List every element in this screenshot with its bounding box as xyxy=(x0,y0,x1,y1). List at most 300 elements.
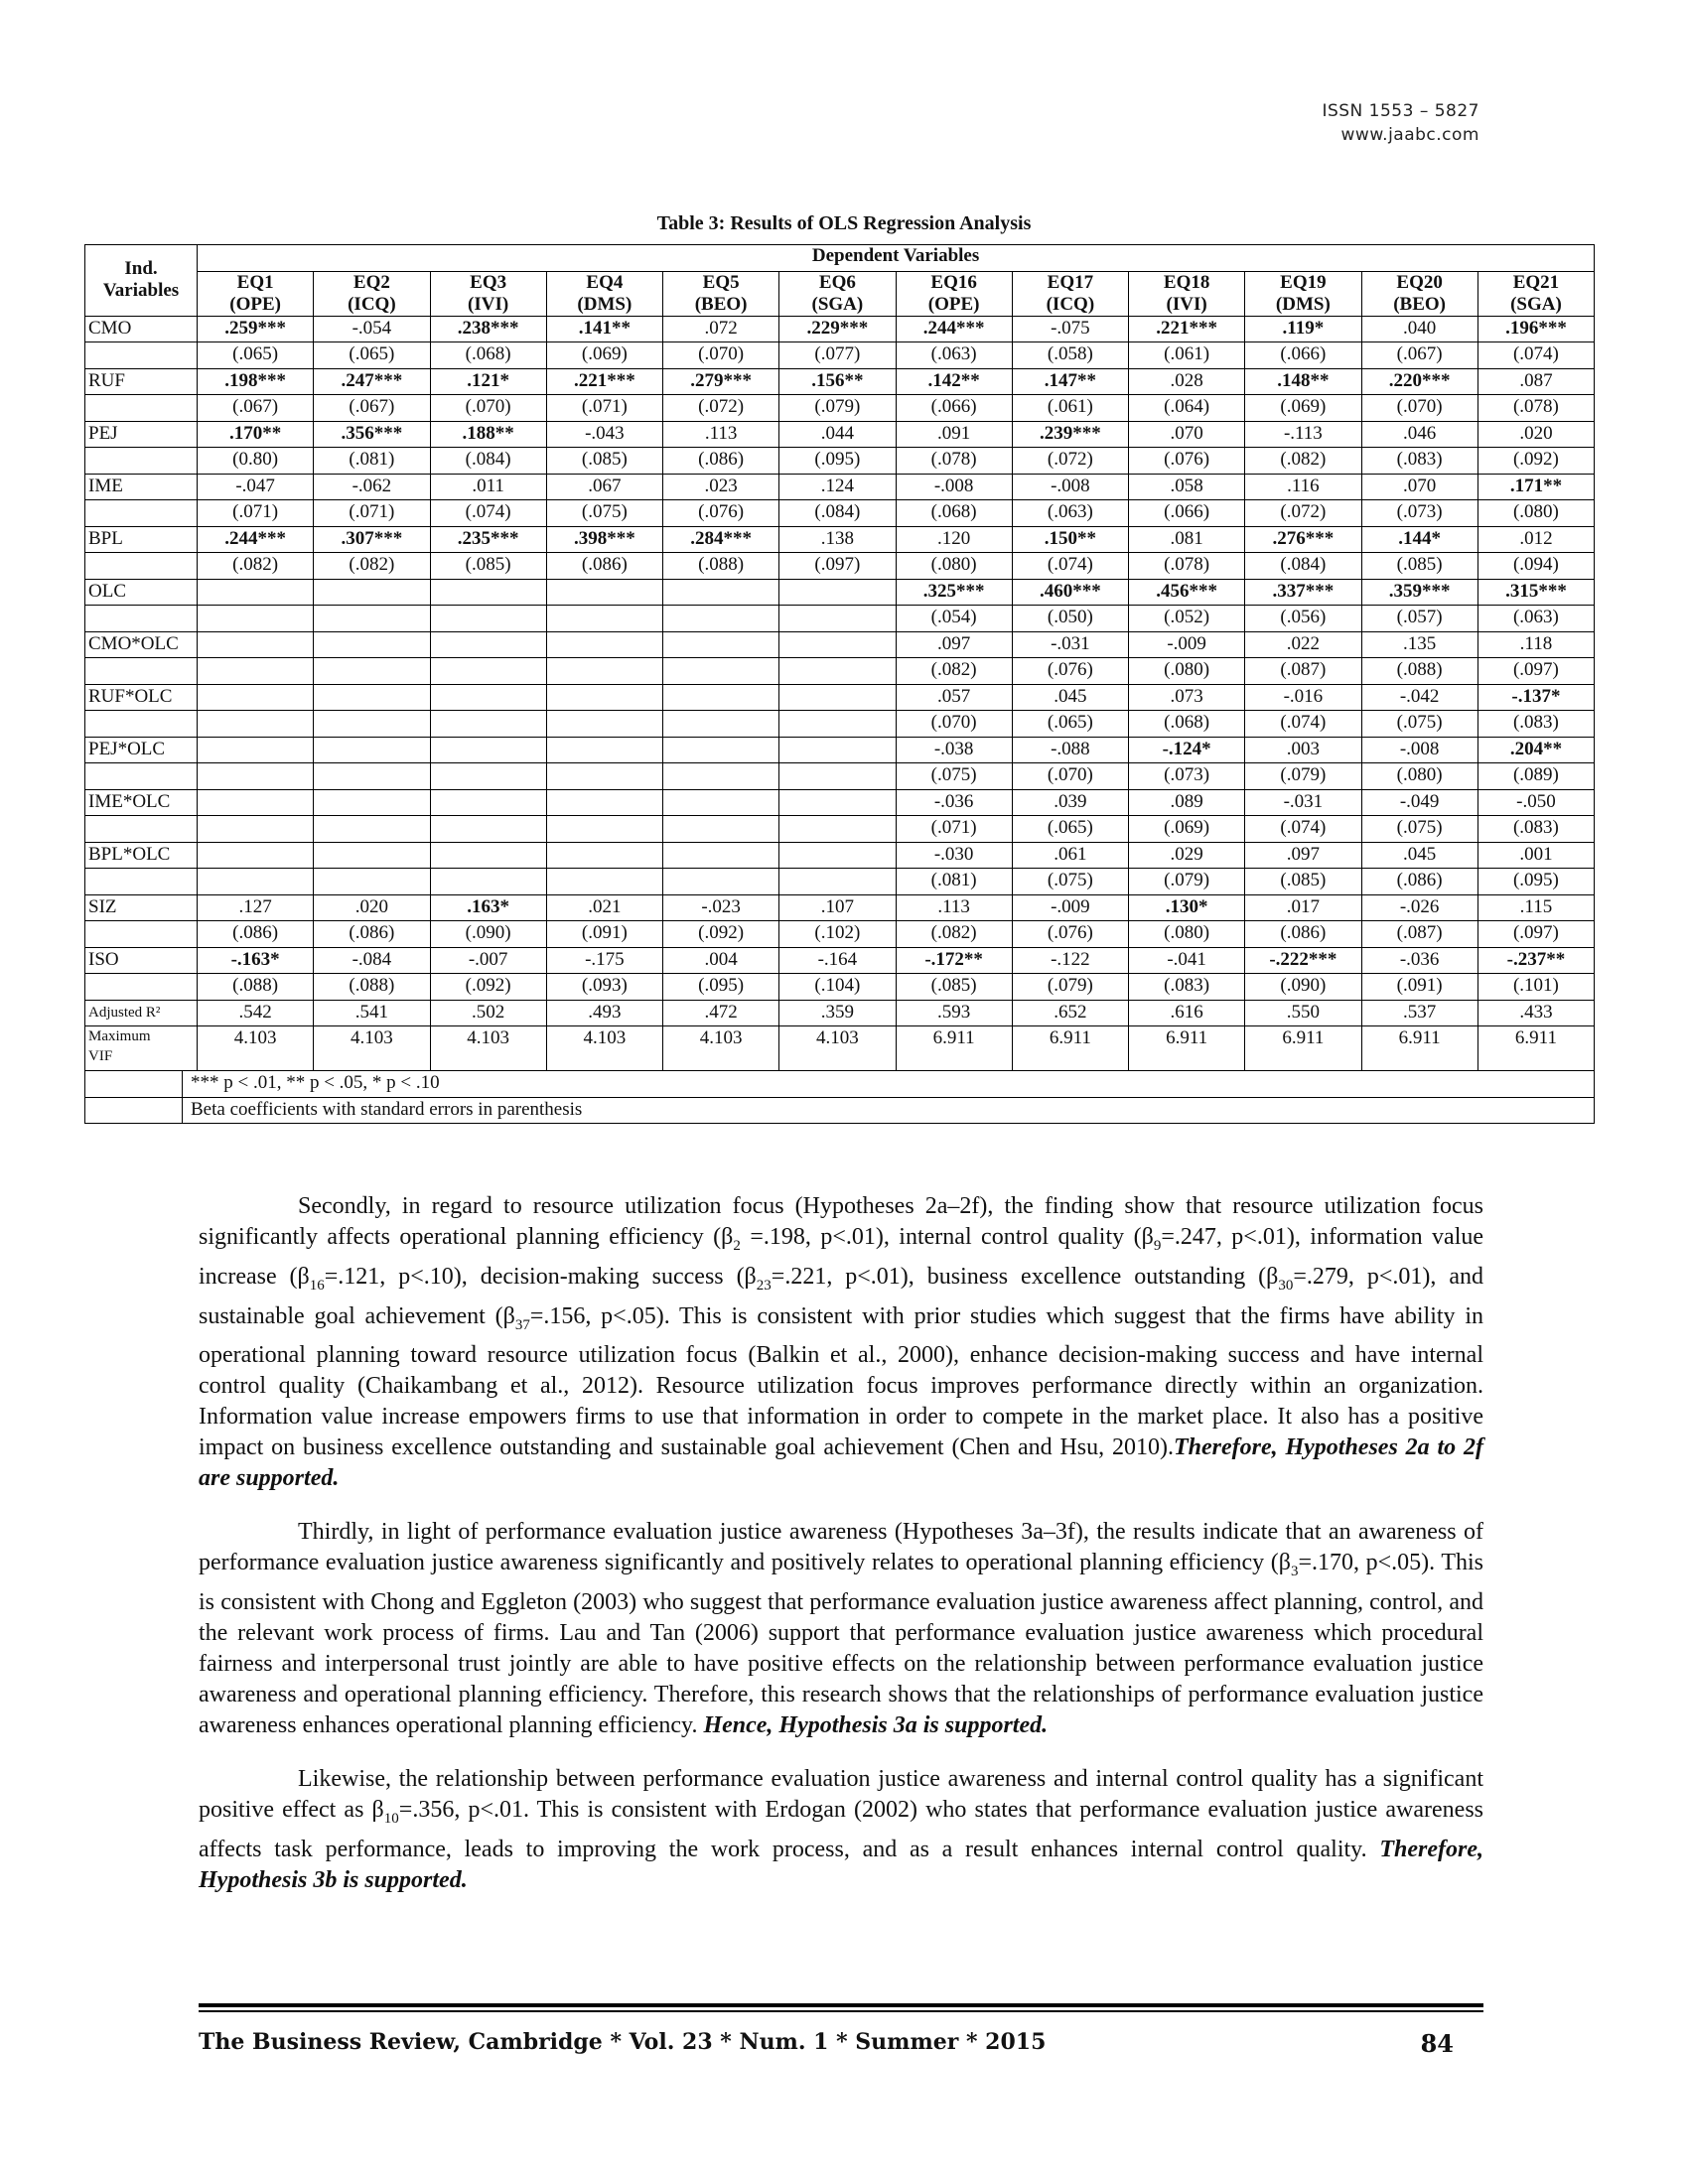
coefficient-cell: .141** xyxy=(546,316,662,342)
adjusted-r2-cell: .433 xyxy=(1477,1000,1594,1026)
standard-error-cell: (.086) xyxy=(198,921,314,948)
standard-error-cell: (.080) xyxy=(1361,763,1477,790)
standard-error-cell: (.064) xyxy=(1129,395,1245,422)
table-row-se xyxy=(85,606,1595,632)
adjusted-r2-cell: .359 xyxy=(779,1000,896,1026)
column-header xyxy=(663,271,779,316)
adjusted-r2-cell: .502 xyxy=(430,1000,546,1026)
equation-label: EQ20 xyxy=(1396,271,1443,293)
coefficient-cell: .198*** xyxy=(198,368,314,395)
standard-error-cell: (.073) xyxy=(1361,500,1477,527)
coefficient-cell: -.122 xyxy=(1012,947,1128,974)
dependent-variable-label: (BEO) xyxy=(694,293,748,315)
coefficient-cell: .113 xyxy=(896,894,1012,921)
coefficient-cell: -.050 xyxy=(1477,789,1594,816)
row-label-empty xyxy=(85,658,198,685)
coefficient-cell: -.030 xyxy=(896,842,1012,869)
max-vif-cell: 6.911 xyxy=(896,1026,1012,1071)
standard-error-cell xyxy=(314,816,430,843)
equation-label: EQ2 xyxy=(352,271,390,293)
equation-label: EQ6 xyxy=(818,271,856,293)
equation-label: EQ1 xyxy=(236,271,274,293)
max-vif-label-1: Maximum xyxy=(88,1028,151,1044)
standard-error-cell xyxy=(314,711,430,738)
page-number: 84 xyxy=(1420,2029,1454,2058)
coefficient-cell: .325*** xyxy=(896,579,1012,606)
equation-label: EQ19 xyxy=(1280,271,1327,293)
coefficient-cell: -.172** xyxy=(896,947,1012,974)
row-label-empty xyxy=(85,342,198,369)
row-label-empty xyxy=(85,448,198,475)
table-title: Table 3: Results of OLS Regression Analysis xyxy=(656,212,1032,234)
coefficient-cell: -.023 xyxy=(663,894,779,921)
standard-error-cell xyxy=(779,711,896,738)
table-row-se xyxy=(85,342,1595,369)
adjusted-r2-cell: .542 xyxy=(198,1000,314,1026)
coefficient-cell: .284*** xyxy=(663,526,779,553)
coefficient-cell: -.088 xyxy=(1012,737,1128,763)
coefficient-cell: -.043 xyxy=(546,421,662,448)
standard-error-cell: (.065) xyxy=(198,342,314,369)
coefficient-cell: .113 xyxy=(663,421,779,448)
standard-error-cell: (.088) xyxy=(314,974,430,1001)
table-row xyxy=(85,789,1595,816)
coefficient-cell: .012 xyxy=(1477,526,1594,553)
equation-label: EQ18 xyxy=(1163,271,1210,293)
row-label: CMO*OLC xyxy=(85,631,198,658)
standard-error-cell: (.066) xyxy=(1245,342,1361,369)
standard-error-cell xyxy=(663,869,779,895)
standard-error-cell: (.097) xyxy=(1477,921,1594,948)
standard-error-cell: (.080) xyxy=(1477,500,1594,527)
adjusted-r2-cell: .541 xyxy=(314,1000,430,1026)
standard-error-cell: (.075) xyxy=(1361,816,1477,843)
coefficient-cell: -.031 xyxy=(1245,789,1361,816)
coefficient-cell: .107 xyxy=(779,894,896,921)
max-vif-cell: 4.103 xyxy=(198,1026,314,1071)
coefficient-cell xyxy=(198,737,314,763)
coefficient-cell: .097 xyxy=(896,631,1012,658)
standard-error-cell: (.082) xyxy=(896,921,1012,948)
row-label-empty xyxy=(85,500,198,527)
standard-error-cell: (.066) xyxy=(1129,500,1245,527)
coefficient-cell xyxy=(663,842,779,869)
coefficient-cell: -.026 xyxy=(1361,894,1477,921)
coefficient-cell: -.008 xyxy=(1361,737,1477,763)
coefficient-cell: .398*** xyxy=(546,526,662,553)
standard-error-cell: (.074) xyxy=(430,500,546,527)
row-label: BPL*OLC xyxy=(85,842,198,869)
standard-error-cell xyxy=(663,606,779,632)
dependent-variable-label: (SGA) xyxy=(811,293,864,315)
standard-error-cell: (.069) xyxy=(1245,395,1361,422)
coefficient-cell: .315*** xyxy=(1477,579,1594,606)
standard-error-cell: (.078) xyxy=(896,448,1012,475)
standard-error-cell: (.085) xyxy=(896,974,1012,1001)
table-row-se xyxy=(85,763,1595,790)
standard-error-cell xyxy=(546,763,662,790)
coefficient-cell: .039 xyxy=(1012,789,1128,816)
standard-error-cell: (.091) xyxy=(546,921,662,948)
page-footer xyxy=(199,2029,1483,2058)
table-row xyxy=(85,684,1595,711)
dependent-variable-label: (OPE) xyxy=(927,293,980,315)
standard-error-cell: (.083) xyxy=(1477,816,1594,843)
standard-error-cell xyxy=(546,869,662,895)
standard-error-cell: (.065) xyxy=(1012,711,1128,738)
page-header xyxy=(1322,99,1479,147)
standard-error-cell: (.074) xyxy=(1245,711,1361,738)
standard-error-cell xyxy=(198,658,314,685)
row-label: BPL xyxy=(85,526,198,553)
coefficient-cell: -.041 xyxy=(1129,947,1245,974)
coefficient-cell: .456*** xyxy=(1129,579,1245,606)
table-row xyxy=(85,526,1595,553)
standard-error-cell: (.083) xyxy=(1477,711,1594,738)
standard-error-cell: (.065) xyxy=(1012,816,1128,843)
standard-error-cell: (.085) xyxy=(430,553,546,580)
standard-error-cell: (.083) xyxy=(1129,974,1245,1001)
standard-error-cell xyxy=(663,816,779,843)
coefficient-cell: .171** xyxy=(1477,474,1594,500)
standard-error-cell: (.088) xyxy=(1361,658,1477,685)
standard-error-cell: (.069) xyxy=(546,342,662,369)
adjusted-r2-cell: .537 xyxy=(1361,1000,1477,1026)
standard-error-cell: (.084) xyxy=(779,500,896,527)
standard-error-cell xyxy=(663,763,779,790)
standard-error-cell xyxy=(430,816,546,843)
coefficient-cell: .235*** xyxy=(430,526,546,553)
coefficient-cell: .239*** xyxy=(1012,421,1128,448)
coefficient-cell: .115 xyxy=(1477,894,1594,921)
coefficient-cell: -.036 xyxy=(896,789,1012,816)
standard-error-cell: (.082) xyxy=(896,658,1012,685)
standard-error-cell: (.097) xyxy=(779,553,896,580)
standard-error-cell xyxy=(430,606,546,632)
coefficient-cell: .147** xyxy=(1012,368,1128,395)
coefficient-cell: -.124* xyxy=(1129,737,1245,763)
dependent-variable-label: (IVI) xyxy=(1166,293,1207,315)
row-label: RUF*OLC xyxy=(85,684,198,711)
coefficient-cell xyxy=(314,684,430,711)
coefficient-cell xyxy=(779,579,896,606)
coefficient-cell xyxy=(314,789,430,816)
standard-error-cell: (.079) xyxy=(779,395,896,422)
table-row xyxy=(85,737,1595,763)
standard-error-cell: (.054) xyxy=(896,606,1012,632)
coefficient-cell xyxy=(198,789,314,816)
coefficient-cell: .017 xyxy=(1245,894,1361,921)
standard-error-cell: (.093) xyxy=(546,974,662,1001)
dependent-variable-label: (DMS) xyxy=(577,293,633,315)
dependent-variable-label: (SGA) xyxy=(1510,293,1562,315)
standard-error-cell: (.075) xyxy=(1361,711,1477,738)
standard-error-cell xyxy=(546,658,662,685)
max-vif-cell: 6.911 xyxy=(1361,1026,1477,1071)
coefficient-cell: .150** xyxy=(1012,526,1128,553)
paragraph-1: Secondly, in regard to resource utilization focus (Hypotheses 2a–2f), the finding show that resource utilization focus significantly affects operational planning efficiency ($\beta_2 =.198$, p<.01), internal control quality ($\beta_9=.247$, p<.01), information value increase ($\beta_{16}=.121$, p<.10), decision-making success ($\beta_{23}=.221$, p<.01), business excellence outstanding ($\beta_{30}=.279$, p<.01), and sustainable goal achievement ($\beta_{37}=.156$, p<.05). This is consistent with prior studies which suggest that the firms have ability in operational planning toward resource utilization focus (Balkin et al., 2000), enhance decision-making success and have internal control quality (Chaikambang et al., 2012). Resource utilization focus improves performance directly within an organization. Information value increase empowers firms to use that information in order to compete in the market place. It also has a positive impact on business excellence outstanding and sustainable goal achievement (Chen and Hsu, 2010).Therefore, Hypotheses 2a to 2f are supported. xyxy=(199,1193,1484,1492)
max-vif-cell: 6.911 xyxy=(1012,1026,1128,1071)
ind-variables-header xyxy=(85,245,198,317)
standard-error-cell xyxy=(779,816,896,843)
footer-rule-thin xyxy=(199,2010,1483,2012)
coefficient-cell: .061 xyxy=(1012,842,1128,869)
coefficient-cell: -.084 xyxy=(314,947,430,974)
journal-citation: The Business Review, Cambridge * Vol. 23 * Num. 1 * Summer * 2015 xyxy=(199,2029,1047,2055)
conclusion-2a-2f: Therefore, Hypotheses 2a to 2f are supported. xyxy=(199,1434,1483,1492)
coefficient-cell: .188** xyxy=(430,421,546,448)
standard-error-cell: (.084) xyxy=(1245,553,1361,580)
standard-error-cell: (.081) xyxy=(896,869,1012,895)
column-header xyxy=(896,271,1012,316)
table-row xyxy=(85,842,1595,869)
standard-error-cell: (.088) xyxy=(663,553,779,580)
standard-error-cell: (.083) xyxy=(1361,448,1477,475)
coefficient-cell xyxy=(546,842,662,869)
coefficient-cell xyxy=(198,631,314,658)
standard-error-cell xyxy=(198,606,314,632)
dependent-variables-header: Dependent Variables xyxy=(198,245,1595,272)
equation-label: EQ17 xyxy=(1047,271,1094,293)
coefficient-cell xyxy=(663,684,779,711)
table-row xyxy=(85,474,1595,500)
coefficient-cell xyxy=(430,684,546,711)
row-label-empty xyxy=(85,869,198,895)
adjusted-r2-cell: .652 xyxy=(1012,1000,1128,1026)
coefficient-cell xyxy=(314,737,430,763)
adjusted-r2-cell: .550 xyxy=(1245,1000,1361,1026)
standard-error-cell: (.063) xyxy=(896,342,1012,369)
coefficient-cell xyxy=(198,842,314,869)
standard-error-cell: (.079) xyxy=(1129,869,1245,895)
row-label: IME xyxy=(85,474,198,500)
standard-error-cell: (.086) xyxy=(546,553,662,580)
standard-error-cell: (.086) xyxy=(314,921,430,948)
coefficient-cell: -.113 xyxy=(1245,421,1361,448)
paragraph-2: Thirdly, in light of performance evaluation justice awareness (Hypotheses 3a–3f), the results indicate that an awareness of performance evaluation justice awareness significantly and positively relates to operational planning efficiency ($\beta_3=.170$, p<.05). This is consistent with Chong and Eggleton (2003) who suggest that performance evaluation justice awareness affect planning, control, and the relevant work process of firms. Lau and Tan (2006) support that performance evaluation justice awareness which procedural fairness and interpersonal trust jointly are able to have positive effects on the relationship between performance evaluation justice awareness and operational planning efficiency. Therefore, this research shows that the relationships of performance evaluation justice awareness enhances operational planning efficiency. Hence, Hypothesis 3a is supported. xyxy=(199,1519,1484,1739)
standard-error-cell xyxy=(663,658,779,685)
row-label: PEJ xyxy=(85,421,198,448)
standard-error-cell: (.070) xyxy=(430,395,546,422)
coefficient-cell: .144* xyxy=(1361,526,1477,553)
column-header xyxy=(430,271,546,316)
standard-error-cell xyxy=(546,816,662,843)
row-label-empty xyxy=(85,711,198,738)
column-header xyxy=(1012,271,1128,316)
standard-error-cell: (.069) xyxy=(1129,816,1245,843)
row-label-empty xyxy=(85,763,198,790)
coefficient-cell: .356*** xyxy=(314,421,430,448)
coefficient-cell: -.008 xyxy=(1012,474,1128,500)
standard-error-cell: (.087) xyxy=(1245,658,1361,685)
table-row xyxy=(85,368,1595,395)
standard-error-cell: (.074) xyxy=(1012,553,1128,580)
adjusted-r2-cell: .493 xyxy=(546,1000,662,1026)
coefficient-cell xyxy=(546,789,662,816)
standard-error-cell: (.072) xyxy=(1012,448,1128,475)
standard-error-cell: (.061) xyxy=(1012,395,1128,422)
standard-error-cell: (.071) xyxy=(896,816,1012,843)
coefficient-cell: .259*** xyxy=(198,316,314,342)
coefficient-cell: .044 xyxy=(779,421,896,448)
regression-table xyxy=(84,244,1595,1124)
conclusion-3b: Therefore, Hypothesis 3b is supported. xyxy=(199,1836,1483,1893)
standard-error-cell: (.076) xyxy=(1012,658,1128,685)
standard-error-cell: (.071) xyxy=(314,500,430,527)
coefficient-cell: .221*** xyxy=(1129,316,1245,342)
standard-error-cell: (.097) xyxy=(1477,658,1594,685)
coefficient-cell: .119* xyxy=(1245,316,1361,342)
standard-error-cell: (.080) xyxy=(1129,921,1245,948)
coefficient-cell xyxy=(314,579,430,606)
coefficient-cell: -.009 xyxy=(1129,631,1245,658)
coefficient-cell: .229*** xyxy=(779,316,896,342)
coefficient-cell: .020 xyxy=(1477,421,1594,448)
standard-error-cell: (.094) xyxy=(1477,553,1594,580)
coefficient-cell: -.222*** xyxy=(1245,947,1361,974)
standard-error-cell: (.072) xyxy=(1245,500,1361,527)
max-vif-cell: 6.911 xyxy=(1477,1026,1594,1071)
coefficient-cell: .156** xyxy=(779,368,896,395)
body-text xyxy=(199,1191,1483,1896)
dependent-variable-label: (DMS) xyxy=(1275,293,1331,315)
coefficient-cell: .073 xyxy=(1129,684,1245,711)
coefficient-cell xyxy=(314,631,430,658)
coefficient-cell: -.075 xyxy=(1012,316,1128,342)
coefficient-cell: .045 xyxy=(1012,684,1128,711)
table-row-se xyxy=(85,658,1595,685)
standard-error-cell xyxy=(198,816,314,843)
max-vif-cell: 4.103 xyxy=(663,1026,779,1071)
coefficient-cell: -.008 xyxy=(896,474,1012,500)
standard-error-cell: (.073) xyxy=(1129,763,1245,790)
coefficient-cell xyxy=(663,737,779,763)
coefficient-cell: .337*** xyxy=(1245,579,1361,606)
coefficient-cell xyxy=(198,579,314,606)
coefficient-cell: -.016 xyxy=(1245,684,1361,711)
coefficient-cell: .089 xyxy=(1129,789,1245,816)
ind-label: Ind. xyxy=(124,258,158,280)
table-row-se xyxy=(85,869,1595,895)
coefficient-cell: .124 xyxy=(779,474,896,500)
standard-error-cell: (.075) xyxy=(1012,869,1128,895)
standard-error-cell: (.079) xyxy=(1245,763,1361,790)
table-row-se xyxy=(85,711,1595,738)
coefficient-cell: .460*** xyxy=(1012,579,1128,606)
table-row-se xyxy=(85,553,1595,580)
standard-error-cell: (.075) xyxy=(896,763,1012,790)
row-label-empty xyxy=(85,816,198,843)
row-label-empty xyxy=(85,553,198,580)
coefficient-cell: .121* xyxy=(430,368,546,395)
coefficient-cell xyxy=(663,579,779,606)
coefficient-cell xyxy=(663,789,779,816)
coefficient-cell: .058 xyxy=(1129,474,1245,500)
coefficient-cell xyxy=(779,737,896,763)
issn: ISSN 1553 – 5827 xyxy=(1322,101,1479,121)
standard-error-cell: (.067) xyxy=(314,395,430,422)
footer-rule xyxy=(199,2003,1483,2007)
standard-error-cell xyxy=(779,606,896,632)
coefficient-cell: -.137* xyxy=(1477,684,1594,711)
standard-error-cell xyxy=(546,606,662,632)
coefficient-cell xyxy=(314,842,430,869)
standard-error-cell: (.101) xyxy=(1477,974,1594,1001)
standard-error-cell: (.082) xyxy=(1245,448,1361,475)
standard-error-cell xyxy=(430,658,546,685)
coefficient-cell: .142** xyxy=(896,368,1012,395)
standard-error-cell xyxy=(198,711,314,738)
standard-error-cell: (.063) xyxy=(1012,500,1128,527)
column-header xyxy=(546,271,662,316)
standard-error-cell xyxy=(779,763,896,790)
coefficient-cell: .220*** xyxy=(1361,368,1477,395)
max-vif-cell: 4.103 xyxy=(546,1026,662,1071)
row-label-empty xyxy=(85,606,198,632)
coefficient-cell xyxy=(546,737,662,763)
coefficient-cell: .040 xyxy=(1361,316,1477,342)
standard-error-cell: (.092) xyxy=(1477,448,1594,475)
table-row-se xyxy=(85,974,1595,1001)
standard-error-cell: (.086) xyxy=(1245,921,1361,948)
note-spacer xyxy=(85,1097,183,1124)
coefficient-cell: .004 xyxy=(663,947,779,974)
column-header xyxy=(1361,271,1477,316)
max-vif-cell: 6.911 xyxy=(1129,1026,1245,1071)
coefficient-cell: .003 xyxy=(1245,737,1361,763)
adjusted-r2-cell: .616 xyxy=(1129,1000,1245,1026)
standard-error-cell: (.057) xyxy=(1361,606,1477,632)
standard-error-cell: (.078) xyxy=(1129,553,1245,580)
standard-error-cell xyxy=(430,869,546,895)
equation-label: EQ16 xyxy=(930,271,977,293)
standard-error-cell: (.091) xyxy=(1361,974,1477,1001)
coefficient-cell: .087 xyxy=(1477,368,1594,395)
table-row xyxy=(85,631,1595,658)
standard-error-cell: (.095) xyxy=(663,974,779,1001)
coefficient-cell: .028 xyxy=(1129,368,1245,395)
standard-error-cell: (.071) xyxy=(546,395,662,422)
coefficient-cell xyxy=(779,842,896,869)
standard-error-cell: (.068) xyxy=(1129,711,1245,738)
standard-error-cell: (.067) xyxy=(1361,342,1477,369)
coefficient-cell: -.237** xyxy=(1477,947,1594,974)
standard-error-cell: (.084) xyxy=(430,448,546,475)
standard-error-cell xyxy=(198,763,314,790)
coefficient-cell: .081 xyxy=(1129,526,1245,553)
table-row-se xyxy=(85,448,1595,475)
row-label-empty xyxy=(85,395,198,422)
standard-error-cell: (.080) xyxy=(1129,658,1245,685)
coefficient-cell: -.031 xyxy=(1012,631,1128,658)
coefficient-cell: .359*** xyxy=(1361,579,1477,606)
standard-error-cell xyxy=(430,763,546,790)
journal-url: www.jaabc.com xyxy=(1340,125,1479,145)
table-row xyxy=(85,947,1595,974)
column-header xyxy=(1129,271,1245,316)
table-row-se xyxy=(85,500,1595,527)
table-row-se xyxy=(85,816,1595,843)
coefficient-cell: .011 xyxy=(430,474,546,500)
coefficient-cell: -.009 xyxy=(1012,894,1128,921)
max-vif-cell: 4.103 xyxy=(779,1026,896,1071)
coefficient-cell: .163* xyxy=(430,894,546,921)
standard-error-cell: (.082) xyxy=(314,553,430,580)
coefficient-cell: .196*** xyxy=(1477,316,1594,342)
standard-error-cell: (.076) xyxy=(1012,921,1128,948)
dependent-variable-label: (ICQ) xyxy=(348,293,396,315)
coefficient-cell: .221*** xyxy=(546,368,662,395)
